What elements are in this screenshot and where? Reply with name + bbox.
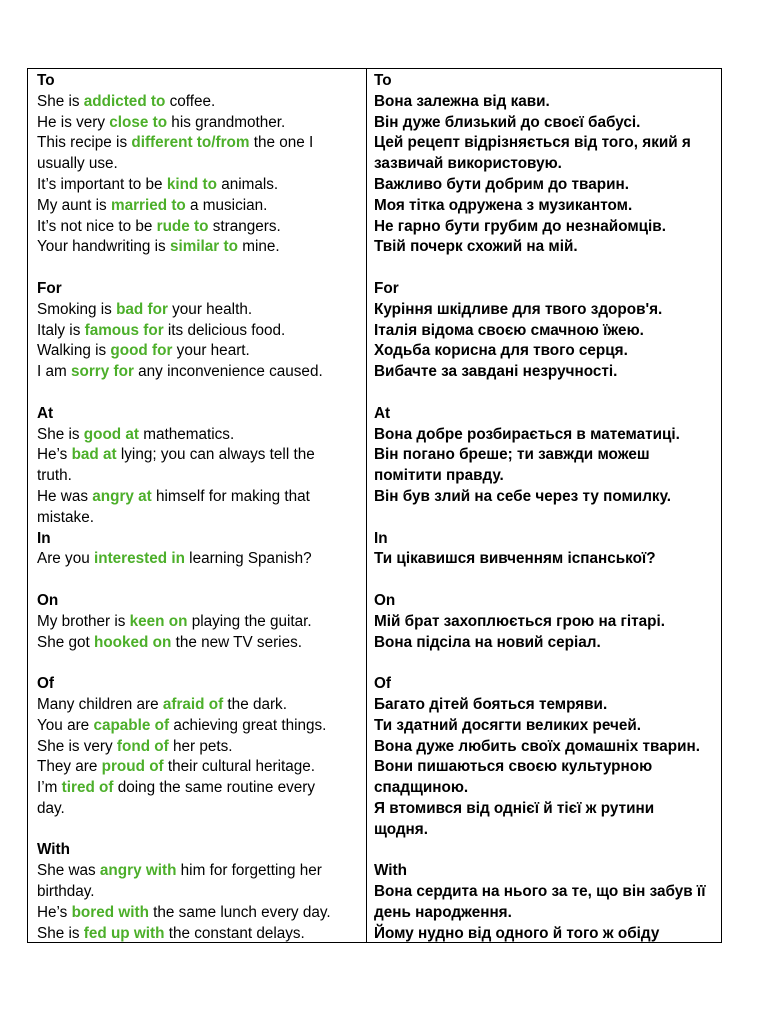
section-heading: At bbox=[374, 404, 391, 422]
sentence-text: mine. bbox=[237, 238, 280, 256]
translation-sentence: Мій брат захоплюється грою на гітарі. bbox=[374, 612, 665, 630]
translation-sentence: спадщиною. bbox=[374, 779, 469, 797]
sentence-text: the new TV series. bbox=[171, 633, 302, 651]
section-heading: At bbox=[37, 404, 54, 422]
sentence-text: This recipe is bbox=[37, 134, 132, 152]
sentence-text: mistake. bbox=[37, 508, 94, 526]
translation-sentence: Вона сердита на нього за те, що він забув її bbox=[374, 883, 706, 901]
adjective-preposition-highlight: fond of bbox=[116, 737, 169, 755]
adjective-preposition-highlight: angry with bbox=[99, 862, 177, 880]
translation-sentence: Вона підсіла на новий серіал. bbox=[374, 633, 601, 651]
sentence-text: himself for making that bbox=[151, 487, 310, 505]
translation-sentence: Я втомився від однієї й тієї ж рутини bbox=[374, 799, 655, 817]
translation-sentence: Він погано бреше; ти завжди можеш bbox=[374, 446, 650, 464]
sentence-text: My brother is bbox=[37, 612, 130, 630]
section-heading: For bbox=[374, 279, 399, 297]
sentence-text: She is bbox=[37, 924, 84, 942]
section-heading: In bbox=[374, 529, 388, 547]
translation-sentence: Йому нудно від одного й того ж обіду bbox=[374, 924, 660, 942]
adjective-preposition-highlight: bad for bbox=[116, 300, 168, 318]
adjective-preposition-highlight: bored with bbox=[71, 903, 149, 921]
sentence-text: It’s not nice to be bbox=[37, 217, 157, 235]
translation-sentence: Вибачте за завдані незручності. bbox=[374, 363, 618, 381]
example-sentence bbox=[37, 341, 360, 362]
adjective-preposition-highlight: kind to bbox=[166, 175, 217, 193]
sentence-text: her pets. bbox=[168, 737, 233, 755]
section-heading: With bbox=[374, 862, 407, 880]
example-sentence bbox=[37, 466, 360, 487]
adjective-preposition-highlight: angry at bbox=[92, 487, 152, 505]
example-sentence bbox=[37, 321, 360, 342]
sentence-text: He was bbox=[37, 487, 93, 505]
adjective-preposition-highlight: bad at bbox=[71, 446, 117, 464]
example-sentence bbox=[37, 799, 360, 820]
sentence-text: birthday. bbox=[37, 883, 95, 901]
blank-line bbox=[374, 508, 715, 529]
blank-line bbox=[374, 570, 715, 591]
translation-sentence: Куріння шкідливе для твого здоров'я. bbox=[374, 300, 663, 318]
translation-sentence: Багато дітей бояться темряви. bbox=[374, 695, 608, 713]
translation-sentence: Важливо бути добрим до тварин. bbox=[374, 175, 629, 193]
sentence-text: lying; you can always tell the bbox=[116, 446, 315, 464]
sentence-text: their cultural heritage. bbox=[163, 758, 316, 776]
adjective-preposition-highlight: different to/from bbox=[131, 134, 250, 152]
adjective-preposition-highlight: famous for bbox=[84, 321, 164, 339]
translation-sentence: Він дуже близький до своєї бабусі. bbox=[374, 113, 641, 131]
adjective-preposition-highlight: proud of bbox=[101, 758, 164, 776]
example-sentence bbox=[37, 92, 360, 113]
blank-line bbox=[374, 258, 715, 279]
example-sentence bbox=[37, 549, 360, 570]
sentence-text: I am bbox=[37, 363, 71, 381]
translation-sentence: Твій почерк схожий на мій. bbox=[374, 238, 578, 256]
sentence-text: Many children are bbox=[37, 695, 163, 713]
ukrainian-column bbox=[367, 69, 721, 942]
blank-line bbox=[37, 653, 360, 674]
example-sentence bbox=[37, 154, 360, 175]
sentence-text: She is bbox=[37, 425, 84, 443]
sentence-text: him for forgetting her bbox=[176, 862, 322, 880]
sentence-text: Are you bbox=[37, 550, 94, 568]
section-heading: On bbox=[374, 591, 396, 609]
sentence-text: a musician. bbox=[185, 196, 268, 214]
adjective-preposition-highlight: interested in bbox=[93, 550, 185, 568]
blank-line bbox=[37, 258, 360, 279]
example-sentence bbox=[37, 362, 360, 383]
translation-sentence: Вони пишаються своєю культурною bbox=[374, 758, 653, 776]
adjective-preposition-highlight: fed up with bbox=[83, 924, 165, 942]
section-heading: In bbox=[37, 529, 51, 547]
translation-sentence: помітити правду. bbox=[374, 467, 504, 485]
adjective-preposition-highlight: sorry for bbox=[71, 363, 134, 381]
example-sentence bbox=[37, 737, 360, 758]
sentence-text: Walking is bbox=[37, 342, 111, 360]
sentence-text: She was bbox=[37, 862, 100, 880]
adjective-preposition-highlight: capable of bbox=[93, 716, 170, 734]
english-column bbox=[28, 69, 367, 942]
translation-sentence: Італія відома своєю смачною їжею. bbox=[374, 321, 644, 339]
example-sentence bbox=[37, 237, 360, 258]
blank-line bbox=[374, 653, 715, 674]
adjective-preposition-highlight: hooked on bbox=[93, 633, 172, 651]
example-sentence bbox=[37, 903, 360, 924]
example-sentence bbox=[37, 196, 360, 217]
sentence-text: She is bbox=[37, 92, 84, 110]
sentence-text: doing the same routine every bbox=[113, 779, 316, 797]
translation-sentence: Моя тітка одружена з музикантом. bbox=[374, 196, 633, 214]
adjective-preposition-highlight: tired of bbox=[61, 779, 114, 797]
sentence-text: strangers. bbox=[208, 217, 281, 235]
translation-sentence: Вона дуже любить своїх домашніх тварин. bbox=[374, 737, 700, 755]
sentence-text: He’s bbox=[37, 446, 72, 464]
sentence-text: My aunt is bbox=[37, 196, 111, 214]
section-heading: On bbox=[37, 591, 59, 609]
adjective-preposition-highlight: afraid of bbox=[162, 695, 224, 713]
sentence-text: animals. bbox=[216, 175, 279, 193]
example-sentence bbox=[37, 633, 360, 654]
sentence-text: day. bbox=[37, 799, 65, 817]
translation-sentence: Ходьба корисна для твого серця. bbox=[374, 342, 628, 360]
example-sentence bbox=[37, 882, 360, 903]
sentence-text: coffee. bbox=[165, 92, 216, 110]
blank-line bbox=[37, 383, 360, 404]
translation-sentence: Вона залежна від кави. bbox=[374, 92, 550, 110]
sentence-text: learning Spanish? bbox=[184, 550, 312, 568]
adjective-preposition-highlight: rude to bbox=[156, 217, 209, 235]
example-sentence bbox=[37, 445, 360, 466]
sentence-text: He is very bbox=[37, 113, 110, 131]
sentence-text: truth. bbox=[37, 467, 72, 485]
example-sentence bbox=[37, 695, 360, 716]
sentence-text: your health. bbox=[167, 300, 253, 318]
sentence-text: It’s important to be bbox=[37, 175, 167, 193]
sentence-text: usually use. bbox=[37, 155, 118, 173]
adjective-preposition-highlight: good for bbox=[110, 342, 173, 360]
section-heading: For bbox=[37, 279, 62, 297]
translation-sentence: Не гарно бути грубим до незнайомців. bbox=[374, 217, 666, 235]
sentence-text: Italy is bbox=[37, 321, 85, 339]
sentence-text: They are bbox=[37, 758, 102, 776]
example-sentence bbox=[37, 924, 360, 942]
blank-line bbox=[37, 820, 360, 841]
example-sentence bbox=[37, 487, 360, 508]
translation-sentence: день народження. bbox=[374, 903, 512, 921]
section-heading: To bbox=[37, 72, 55, 89]
adjective-preposition-highlight: good at bbox=[83, 425, 139, 443]
example-sentence bbox=[37, 133, 360, 154]
sentence-text: Your handwriting is bbox=[37, 238, 170, 256]
sentence-text: any inconvenience caused. bbox=[133, 363, 323, 381]
blank-line bbox=[374, 840, 715, 861]
sentence-text: his grandmother. bbox=[167, 113, 286, 131]
sentence-text: your heart. bbox=[172, 342, 250, 360]
example-sentence bbox=[37, 175, 360, 196]
adjective-preposition-highlight: keen on bbox=[129, 612, 188, 630]
sentence-text: the same lunch every day. bbox=[148, 903, 331, 921]
adjective-preposition-highlight: addicted to bbox=[83, 92, 166, 110]
example-sentence bbox=[37, 716, 360, 737]
section-heading: Of bbox=[374, 675, 391, 693]
example-sentence bbox=[37, 113, 360, 134]
example-sentence bbox=[37, 861, 360, 882]
example-sentence bbox=[37, 300, 360, 321]
sentence-text: I’m bbox=[37, 779, 62, 797]
sentence-text: mathematics. bbox=[139, 425, 235, 443]
sentence-text: You are bbox=[37, 716, 94, 734]
adjective-preposition-highlight: married to bbox=[110, 196, 186, 214]
sentence-text: playing the guitar. bbox=[187, 612, 312, 630]
translation-sentence: Він був злий на себе через ту помилку. bbox=[374, 487, 671, 505]
section-heading: With bbox=[37, 841, 70, 859]
section-heading: To bbox=[374, 72, 392, 89]
adjective-preposition-highlight: similar to bbox=[169, 238, 238, 256]
blank-line bbox=[37, 570, 360, 591]
sentence-text: achieving great things. bbox=[169, 716, 327, 734]
sentence-text: the constant delays. bbox=[164, 924, 305, 942]
translation-sentence: Ти цікавишся вивченням іспанської? bbox=[374, 550, 656, 568]
sentence-text: its delicious food. bbox=[163, 321, 286, 339]
translation-table bbox=[27, 68, 722, 943]
translation-sentence: Цей рецепт відрізняється від того, який я bbox=[374, 134, 691, 152]
example-sentence bbox=[37, 778, 360, 799]
sentence-text: Smoking is bbox=[37, 300, 117, 318]
sentence-text: the dark. bbox=[223, 695, 287, 713]
translation-sentence: зазвичай використовую. bbox=[374, 155, 562, 173]
sentence-text: He’s bbox=[37, 903, 72, 921]
example-sentence bbox=[37, 757, 360, 778]
sentence-text: She got bbox=[37, 633, 94, 651]
translation-sentence: щодня. bbox=[374, 820, 428, 838]
section-heading: Of bbox=[37, 675, 54, 693]
example-sentence bbox=[37, 425, 360, 446]
translation-sentence: Вона добре розбирається в математиці. bbox=[374, 425, 680, 443]
example-sentence bbox=[37, 508, 360, 529]
example-sentence bbox=[37, 217, 360, 238]
adjective-preposition-highlight: close to bbox=[109, 113, 168, 131]
blank-line bbox=[374, 383, 715, 404]
sentence-text: the one I bbox=[249, 134, 314, 152]
translation-sentence: Ти здатний досягти великих речей. bbox=[374, 716, 641, 734]
example-sentence bbox=[37, 612, 360, 633]
sentence-text: She is very bbox=[37, 737, 117, 755]
